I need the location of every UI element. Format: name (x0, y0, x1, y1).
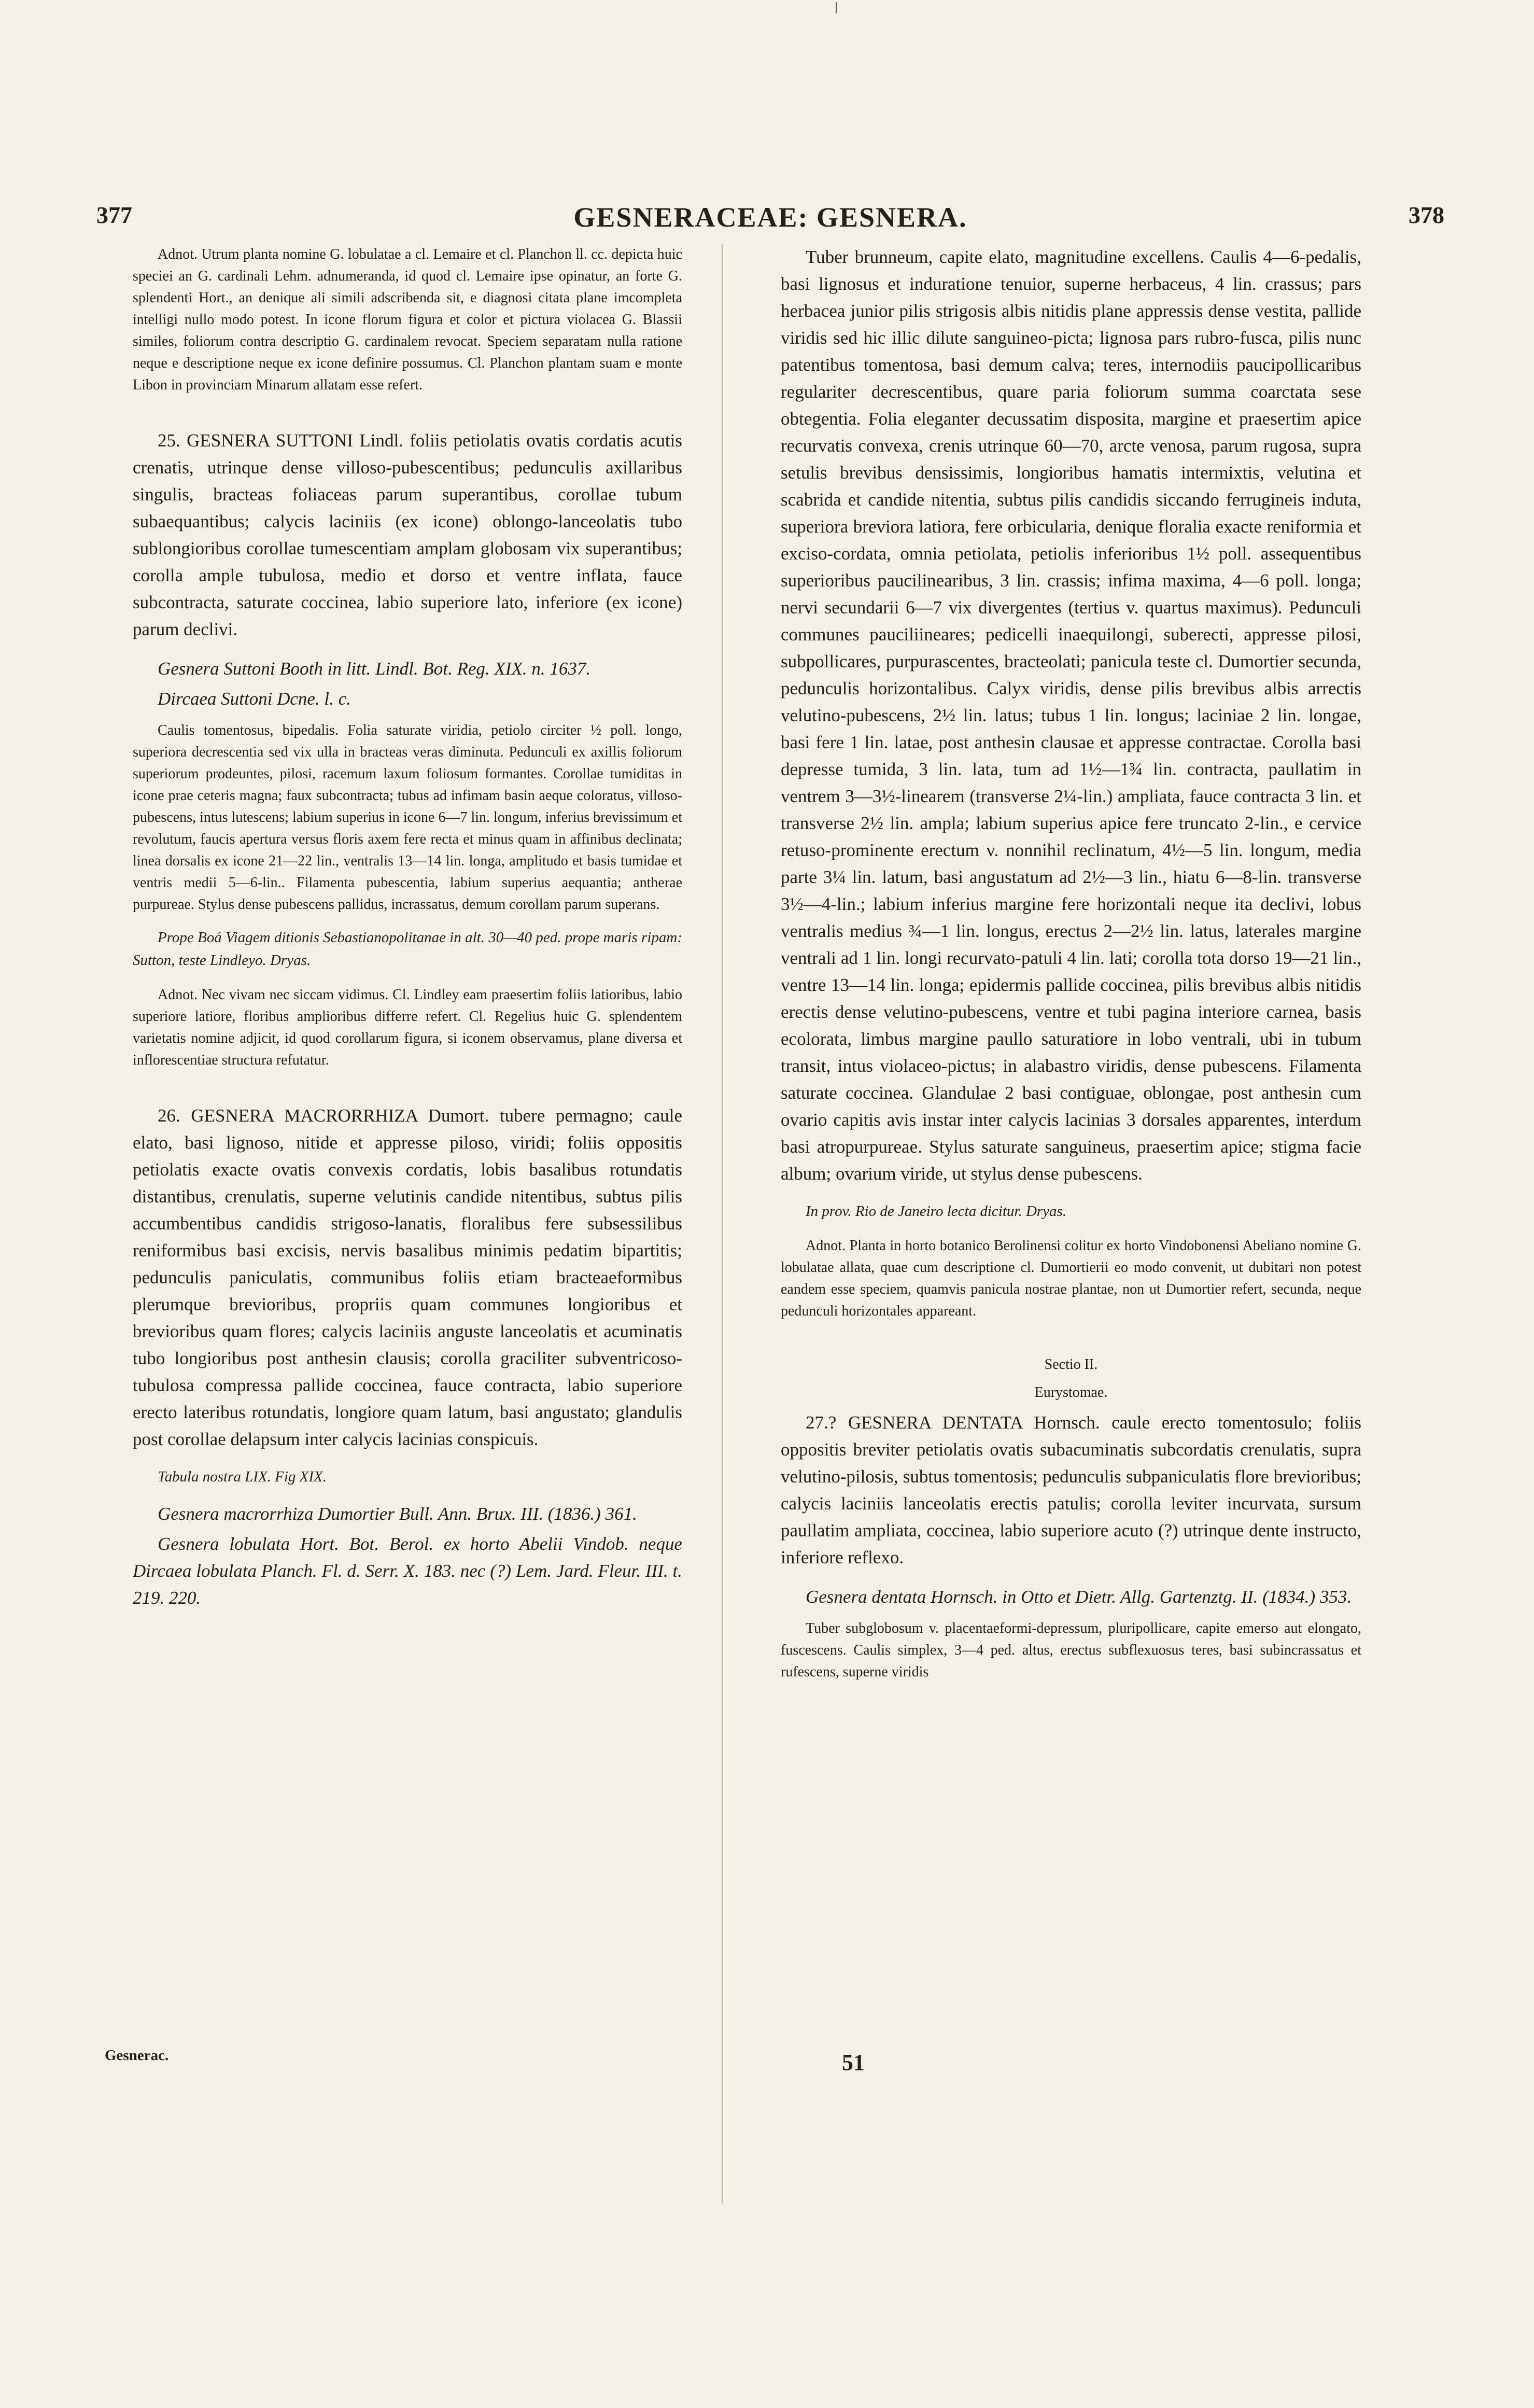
plate-reference: Tabula nostra LIX. Fig XIX. (158, 1468, 327, 1485)
adnotatio-macrorrhiza: Adnot. Planta in horto botanico Berolinensi colitur ex horto Vindobonensi Abeliano nomine G. lobulatae allata, quae cum descriptione cl. Dumortierii eo modo convenit, ut dubitari non potest eandem esse speciem, quamvis panicula nostrae plantae, non ut Dumortier refert, secunda, neque pedunculi horizontales appareant. (781, 1238, 1361, 1319)
spacer (133, 1082, 682, 1102)
signature-mark: 51 (842, 2050, 865, 2075)
synonym-citation: Dircaea Suttoni Dcne. l. c. (158, 689, 351, 709)
page-number-left: 377 (96, 202, 132, 228)
adnotatio-suttoni: Adnot. Nec vivam nec siccam vidimus. Cl. Lindley eam praesertim foliis latioribus, labio superiore latiore, floribus amplioribus differre refert. Cl. Regelius huic G. splendentem varietatis nomine adjicit, id quod corollarum figura, si iconem observamus, plane diversa et inflorescentiae structura refutatur. (133, 987, 682, 1068)
scan-mark (836, 2, 837, 13)
species-25-description: Caulis tomentosus, bipedalis. Folia saturate viridia, petiolo circiter ½ poll. longo, superiora decrescentia sed vix ulla in bracteas veras diminuta. Pedunculi ex axillis foliorum superiorum prodeuntes, pilosi, racemum laxum foliosum formantes. Corollae tumiditas in icone prae ceteris magna; faux subcontracta; tubus ad infimam basin aeque coloratus, villoso-pubescens, intus lutescens; labium superius in icone 6—7 lin. longum, inferius brevissimum et revolutum, faucis apertura versus floris axem fere recta et minus quam in affinibus declinata; linea dorsalis ex icone 21—22 lin., ventralis 13—14 lin. longa, amplitudo et basis tumidae et ventris medii 5—6-lin.. Filamenta pubescentia, labium superius aequantia; antherae purpureae. Stylus dense pubescens pallidus, incrassatus, demum corollam parum superans. (133, 722, 682, 913)
page-number-right: 378 (1409, 202, 1444, 228)
column-divider (722, 244, 723, 2204)
locality: Prope Boá Viagem ditionis Sebastianopolitanae in alt. 30—40 ped. prope maris ripam: Sutton, teste Lindleyo. Dryas. (133, 929, 682, 969)
synonym-citation: Gesnera macrorrhiza Dumortier Bull. Ann. Brux. III. (1836.) 361. (158, 1504, 637, 1524)
species-27-description: Tuber subglobosum v. placentaeformi-depressum, pluripollicare, capite emerso aut elongato, fuscescens. Caulis simplex, 3—4 ped. altus, erectus subflexuosus teres, basi subincrassatus et rufescens, superne viridis (781, 1620, 1361, 1680)
right-column (781, 244, 1361, 2318)
spacer (133, 407, 682, 427)
spacer (781, 1333, 1361, 1353)
synonym-citation: Gesnera lobulata Hort. Bot. Berol. ex horto Abelii Vindob. neque Dircaea lobulata Planch. Fl. d. Serr. X. 183. nec (?) Lem. Jard. Fleur. III. t. 219. 220. (133, 1534, 682, 1608)
species-26-diagnosis: 26. GESNERA MACRORRHIZA Dumort. tubere permagno; caule elato, basi lignoso, nitide et appresse piloso, viridi; foliis oppositis petiolatis exacte ovatis convexis cordatis, lobis basalibus rotundatis distantibus, crenulatis, superne velutinis candide nitentibus, subtus pilis accumbentibus candidis strigoso-lanatis, floralibus fere subsessilibus reniformibus basi excisis, nervis basalibus minimis pedatim bipartitis; pedunculis paniculatis, communibus foliis etiam bracteaeformibus plerumque brevioribus, propriis quam communes longioribus et brevioribus quam flores; calycis laciniis anguste lanceolatis et acuminatis tubo longioribus post anthesin clausis; corolla graciliter subventricoso-tubulosa compressa pallide coccinea, fauce contracta, labio superiore erecto lateribus rotundatis, longiore quam latum, basi angustato; glandulis post corollae delapsum inter calycis lacinias conspicuis. (133, 1105, 682, 1449)
synonym-citation: Gesnera Suttoni Booth in litt. Lindl. Bot. Reg. XIX. n. 1637. (158, 659, 591, 679)
adnotatio-lobulata: Adnot. Utrum planta nomine G. lobulatae a cl. Lemaire et cl. Planchon ll. cc. depicta huic speciei an G. cardinali Lehm. adnumeranda, id quod cl. Lemaire ipse opinatur, an forte G. splendenti Hort., an denique ali simili adscribenda sit, e diagnosi citata plane imcompleta intelligi nullo modo potest. In icone florum figura et color et pictura violacea G. Blassii similes, foliorum contra descriptio G. cardinalem revocat. Speciem separatam nulla ratione neque e descriptione neque ex icone definire possumus. Cl. Planchon plantam suam e monte Libon in provinciam Minarum allatam esse refert. (133, 246, 682, 393)
running-title: GESNERACEAE: GESNERA. (573, 202, 967, 233)
page-header (96, 201, 1444, 237)
left-column (133, 244, 682, 2318)
species-25-diagnosis: 25. GESNERA SUTTONI Lindl. foliis petiolatis ovatis cordatis acutis crenatis, utrinque dense villoso-pubescentibus; pedunculis axillaribus singulis, bracteas foliaceas parum superantibus, corollae tubum subaequantibus; calycis laciniis (ex icone) oblongo-lanceolatis tubo sublongioribus corollae tumescentiam amplam globosam vix superantibus; corolla ample tubulosa, medio et dorso et ventre inflata, fauce subcontracta, saturate coccinea, labio superiore lato, inferiore (ex icone) parum declivi. (133, 430, 682, 639)
synonym-citation: Gesnera dentata Hornsch. in Otto et Dietr. Allg. Gartenztg. II. (1834.) 353. (806, 1587, 1352, 1607)
species-26-description: Tuber brunneum, capite elato, magnitudine excellens. Caulis 4—6-pedalis, basi lignosus et induratione tenuior, superne herbaceus, 4 lin. crassus; pars herbacea junior pilis strigosis albis nitidis plane appressis dense vestita, pallide viridis sed hic illic dilute sanguineo-picta; lignosa pars rubro-fusca, pilis nunc patentibus tomentosa, basi demum calva; teres, internodiis paucipollicaribus regulariter decrescentibus, quare paria foliorum summa coarctata sese obtegentia. Folia eleganter decussatim disposita, margine et praesertim apice recurvatis convexa, crenis utrinque 60—70, arcte venosa, parum rugosa, supra setulis brevibus densissimis, longioribus hamatis intermixtis, velutina et scabrida et candide nitentia, subtus pilis candidis siccando ferrugineis induta, superiora breviora latiora, fere orbicularia, denique floralia exacte reniformia et exciso-cordata, omnia petiolata, petiolis inferioribus 1½ poll. assequentibus superioribus paucilinearibus, 3 lin. crassis; infima maxima, 4—6 poll. longa; nervi secundarii 6—7 vix divergentes (tertius v. quartus maximus). Pedunculi communes pauciliineares; pedicelli inaequilongi, suberecti, appresse pilosi, subpollicares, purpurascentes, bracteolati; panicula teste cl. Dumortier secunda, pedunculis horizontalibus. Calyx viridis, dense pilis brevibus albis arrectis velutino-pubescens, 2½ lin. latus; tubus 1 lin. longus; laciniae 2 lin. longae, basi fere 1 lin. latae, post anthesin clausae et appresse contractae. Corolla basi depresse tumida, 3 lin. lata, tum ad 1½—1¾ lin. contracta, paullatim in ventrem 3—3½-linearem (transverse 2¼-lin.) ampliata, fauce contracta 3 lin. et transverse 2½ lin. ampla; labium superius apice fere truncato 2-lin., e cervice retuso-prominente erectum v. nonnihil reclinatum, 4½—5 lin. longum, media parte 3¼ lin. latum, basi angustatum ad 2½—3 lin., hiatu 6—8-lin. transverse 3½—4-lin.; labium inferius margine fere horizontali neque ita declivi, lobus ventralis medius ¾—1 lin. longus, erectus 2—2½ lin. latus, laterales margine ventrali ad 1 lin. longi recurvato-patuli 4 lin. lati; corolla tota dorso 19—21 lin., ventre 13—14 lin. longa; epidermis pallide coccinea, pilis brevibus albis nitidis erectis dense velutino-pubescens, ventre et tubi pagina interiore carnea, basis ecolorata, limbus margine paullo saturatiore in lobo ventrali, ubi in tubum transit, intus violaceo-pictus; in alabastro viridis, dense pubescens. Filamenta saturate coccinea. Glandulae 2 basi contiguae, oblongae, post anthesin cum ovario capitis avis instar inter calycis lacinias 3 dorsales apparentes, interdum basi atropurpureae. Stylus saturate sanguineus, praesertim apice; stigma facie album; ovarium viride, ut stylus dense pubescens. (781, 247, 1361, 1184)
section-name: Eurystomae. (1034, 1384, 1108, 1401)
locality: In prov. Rio de Janeiro lecta dicitur. Dryas. (806, 1203, 1067, 1220)
footer-label: Gesnerac. (105, 2047, 169, 2064)
section-heading: Sectio II. (1044, 1356, 1098, 1373)
species-27-diagnosis: 27.? GESNERA DENTATA Hornsch. caule erecto tomentosulo; foliis oppositis breviter petiolatis ovatis subacuminatis subcordatis crenulatis, supra velutino-pilosis, subtus tomentosis; pedunculis subpaniculatis flore brevioribus; calycis laciniis lanceolatis erectis patulis; corolla leviter incurvata, sursum paullatim ampliata, coccinea, labio superiore acuto (?) utrinque dente instructo, inferiore reflexo. (781, 1412, 1361, 1567)
